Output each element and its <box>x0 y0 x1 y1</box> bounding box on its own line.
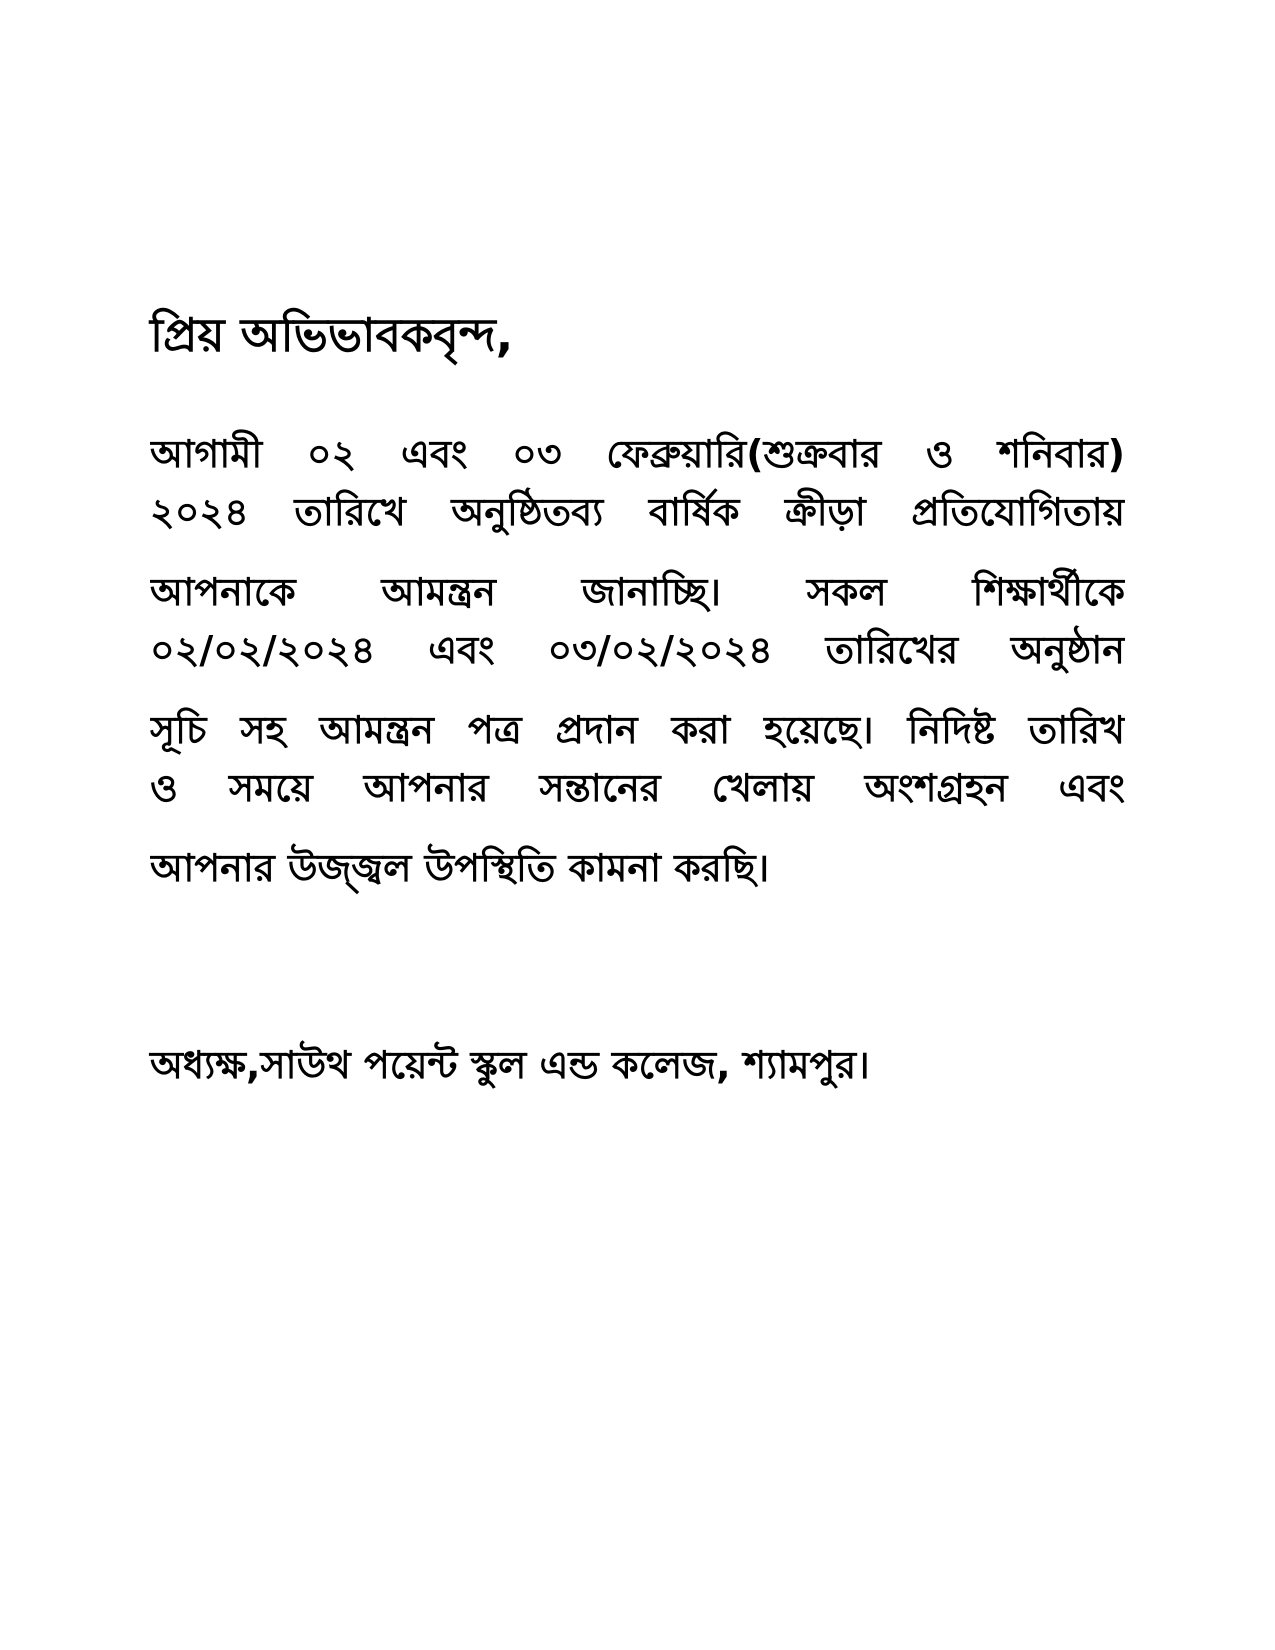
body-line-2: ২০২৪ তারিখে অনুষ্ঠিতব্য বার্ষিক ক্রীড়া প্রতিযোগিতায় <box>150 490 1125 534</box>
letter-body <box>150 425 1125 897</box>
salutation: প্রিয় অভিভাবকবৃন্দ, <box>150 308 514 362</box>
signature: অধ্যক্ষ,সাউথ পয়েন্ট স্কুল এন্ড কলেজ, শ্যামপুর। <box>150 1043 870 1087</box>
body-line-4: ০২/০২/২০২৪ এবং ০৩/০২/২০২৪ তারিখের অনুষ্ঠান <box>150 628 1125 672</box>
body-line-6: ও সময়ে আপনার সন্তানের খেলায় অংশগ্রহন এবং <box>150 766 1125 810</box>
body-line-1: আগামী ০২ এবং ০৩ ফেব্রুয়ারি(শুক্রবার ও শনিবার) <box>150 432 1125 476</box>
body-line-5: সূচি সহ আমন্ত্রন পত্র প্রদান করা হয়েছে। নিদিষ্ট তারিখ <box>150 708 1125 752</box>
body-line-3: আপনাকে আমন্ত্রন জানাচ্ছি। সকল শিক্ষার্থীকে <box>150 570 1125 614</box>
body-line-7: আপনার উজ্জ্বল উপস্থিতি কামনা করছি। <box>150 846 770 890</box>
